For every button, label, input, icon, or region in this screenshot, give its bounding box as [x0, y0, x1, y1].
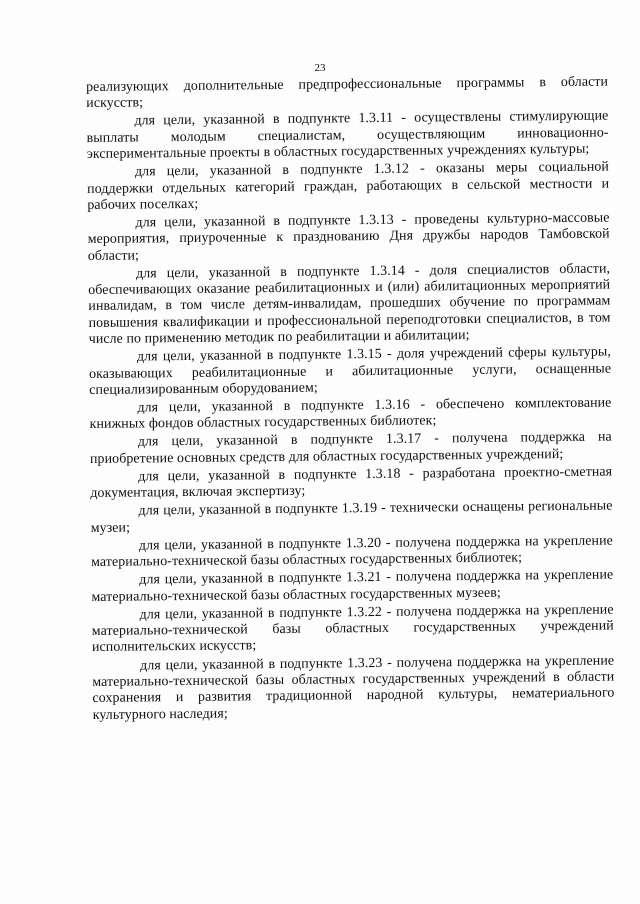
- paragraph: для цели, указанной в подпункте 1.3.13 - проведены культурно-массовые мероприятия, приуроченные к празднованию Дня дружбы народов Тамбовской области;: [87, 210, 610, 264]
- paragraph: для цели, указанной в подпункте 1.3.20 - получена поддержка на укрепление материально-технической базы областных государственных библиотек;: [90, 533, 613, 571]
- paragraph: для цели, указанной в подпункте 1.3.21 - получена поддержка на укрепление материально-технической базы областных государственных музеев;: [91, 567, 614, 605]
- paragraph: для цели, указанной в подпункте 1.3.18 - разработана проектно-сметная документация, включая экспертизу;: [90, 464, 613, 502]
- paragraph: для цели, указанной в подпункте 1.3.12 - оказаны меры социальной поддержки отдельных категорий граждан, работающих в сельской местности и рабочих поселках;: [87, 159, 610, 213]
- paragraph: для цели, указанной в подпункте 1.3.19 - технически оснащены региональные музеи;: [90, 498, 613, 536]
- paragraph: реализующих дополнительные предпрофессиональные программы в области искусств;: [86, 74, 609, 112]
- document-body: [86, 75, 615, 726]
- paragraph: для цели, указанной в подпункте 1.3.14 - доля специалистов области, обеспечивающих оказание реабилитационных и (или) абилитационных мероприятий инвалидам, в том числе детям-инвалидам, прошедших обучение по программам повышения квалификации и профессиональной переподготовки специалистов, в том числе по применению методик по реабилитации и абилитации;: [88, 261, 611, 348]
- paragraph: для цели, указанной в подпункте 1.3.22 - получена поддержка на укрепление материально-технической базы областных государственных учреждений исполнительских искусств;: [91, 602, 614, 656]
- page-number: 23: [314, 62, 326, 74]
- paragraph: для цели, указанной в подпункте 1.3.11 - осуществлены стимулирующие выплаты молодым специалистам, осуществляющим инновационно-экспериментальные проекты в областных государственных учреждениях культуры;: [86, 109, 609, 163]
- paragraph: для цели, указанной в подпункте 1.3.23 - получена поддержка на укрепление материально-технической базы областных государственных учреждений в области сохранения и развития традиционной народной культуры, нематериального культурного наследия;: [92, 653, 615, 723]
- paragraph: для цели, указанной в подпункте 1.3.15 - доля учреждений сферы культуры, оказывающих реабилитационные и абилитационные услуги, оснащенные специализированным оборудованием;: [89, 344, 612, 398]
- paragraph: для цели, указанной в подпункте 1.3.17 - получена поддержка на приобретение основных средств для областных государственных учреждений;: [89, 429, 612, 467]
- paragraph: для цели, указанной в подпункте 1.3.16 - обеспечено комплектование книжных фондов областных государственных библиотек;: [89, 395, 612, 433]
